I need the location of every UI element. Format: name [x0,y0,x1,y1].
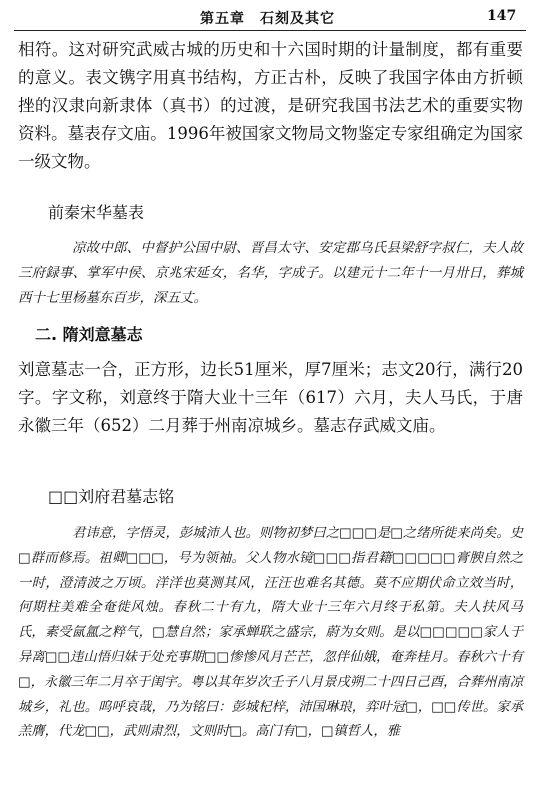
inscription-liu-yi: 君讳意，字悟灵，彭城沛人也。则物初梦曰之□□□是□之绪所徙来尚矣。史□群而修焉。祖卿□□□，号为领袖。父人物水镜□□□指君籍□□□□□膏腴自然之一时，澄清波之万顷。洋洋也莫测其风，汪汪也难名其德。莫不应期伏命立效当时，何期柱美难全奄徙风烛。春秋二十有九，隋大业十三年六月终于私第。夫人扶风马氏，素受氤氲之粹气，□慧自然；家承蝉联之盛宗，蔚为女则。是以□□□□□家人于异离□□违山悟归妹于处充事期□□惨惨风月芒芒，忽伴仙娥，奄奔桂月。春秋六十有□，永徽三年二月卒于闺宇。粤以其年岁次壬子八月景戌朔二十四日己酉，合葬州南凉城乡，礼也。呜呼哀哉，乃为铭曰：彭城杞梓，沛国琳琅，弈叶冠□，□□传世。家承羔膺，代龙□□，武则肃烈，文则时□。高门有□，□镇哲人，雅 [18,526,523,740]
page-number: 147 [487,8,517,24]
page-header [0,0,538,30]
section-title-song-hua: 前秦宋华墓表 [48,203,145,222]
body-paragraph-1: 相符。这对研究武威古城的历史和十六国时期的计量制度，都有重要的意义。表文镌字用真书结构，方正古朴，反映了我国字体由方折顿挫的汉隶向新隶体（真书）的过渡，是研究我国书法艺术的重要实物资料。墓表存文庙。1996年被国家文物局文物鉴定专家组确定为国家一级文物。 [18,40,523,171]
header-rule [14,30,526,31]
inscription-song-hua: 凉故中郎、中督护公国中尉、晋昌太守、安定郡乌氏县梁舒字叔仁，夫人故三府録事、掌军中侯、京兆宋延女，名华，字成子。以建元十二年十一月卅日，葬城西十七里杨墓东百步，深五丈。 [18,240,523,306]
section-title-liu-yi: 二. 隋刘意墓志 [35,325,143,344]
body-paragraph-2: 刘意墓志一合，正方形，边长51厘米，厚7厘米；志文20行，满行20字。字文称，刘意终于隋大业十三年（617）六月，夫人马氏，于唐永徽三年（652）二月葬于州南凉城乡。墓志存武威文庙。 [18,360,523,435]
section-title-epitaph: □□刘府君墓志铭 [48,487,175,506]
chapter-title: 第五章 石刻及其它 [200,11,335,27]
